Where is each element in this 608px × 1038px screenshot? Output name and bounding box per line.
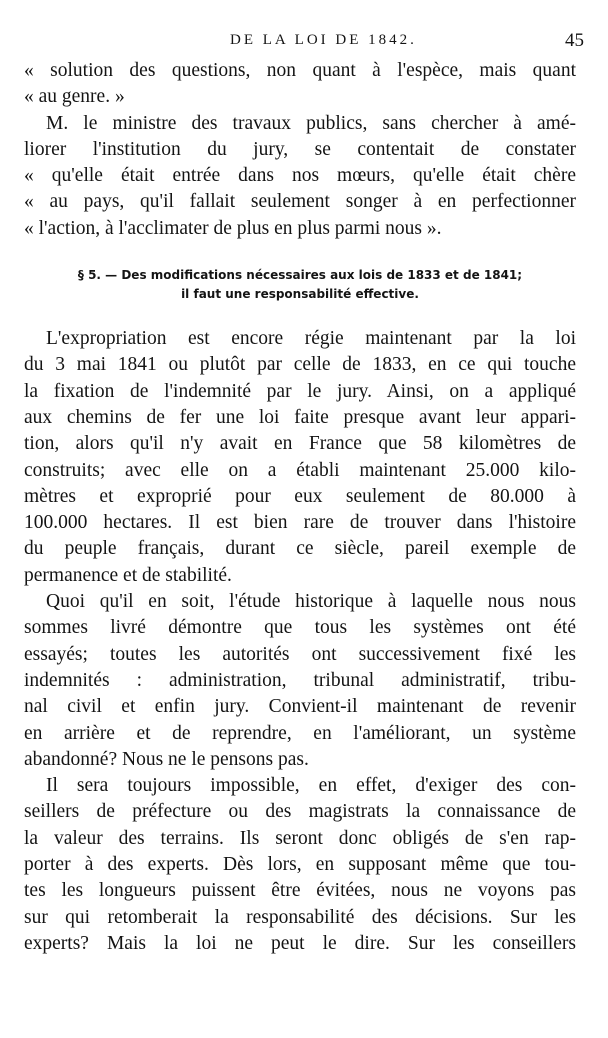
text-line: aux chemins de fer une loi faite presque avant leur appari- [24, 406, 576, 428]
section-heading [24, 266, 576, 304]
text-line: la valeur des terrains. Ils seront donc obligés de s'en rap- [24, 827, 576, 849]
text-line: « au genre. » [24, 86, 125, 108]
text-line: « solution des questions, non quant à l'espèce, mais quant [24, 60, 576, 81]
text-line: seillers de préfecture ou des magistrats la connaissance de [24, 801, 576, 823]
text-line: 100.000 hectares. Il est bien rare de trouver dans l'histoire [24, 512, 576, 534]
text-line: indemnités : administration, tribunal administratif, tribu- [24, 669, 576, 691]
text-line: permanence et de stabilité. [24, 564, 232, 586]
paragraph-expropriation [24, 326, 576, 589]
text-line: nal civil et enfin jury. Convient-il maintenant de revenir [24, 696, 576, 718]
page-header [24, 30, 584, 54]
text-line: « l'action, à l'acclimater de plus en plus parmi nous ». [24, 217, 442, 239]
text-line: porter à des experts. Dès lors, en supposant même que tou- [24, 854, 576, 876]
text-line: en arrière et de reprendre, en l'améliorant, un système [24, 722, 576, 744]
text-line: sur qui retomberait la responsabilité des décisions. Sur les [24, 906, 576, 928]
text-line: L'expropriation est encore régie maintenant par la loi [46, 328, 576, 350]
text-line: tion, alors qu'il n'y avait en France que 58 kilomètres de [24, 433, 576, 455]
text-line: abandonné? Nous ne le pensons pas. [24, 748, 309, 770]
text-line: « au pays, qu'il fallait seulement songer à en perfectionner [24, 191, 576, 213]
text-line: experts? Mais la loi ne peut le dire. Sur les conseillers [24, 932, 576, 954]
text-line: sommes livré démontre que tous les systèmes ont été [24, 617, 576, 639]
text-line: essayés; toutes les autorités ont successivement fixé les [24, 643, 576, 665]
page-number: 45 [565, 30, 584, 51]
text-line: mètres et exproprié pour eux seulement de 80.000 à [24, 485, 576, 507]
text-line: la fixation de l'indemnité par le jury. Ainsi, on a appliqué [24, 380, 576, 402]
text-line: du 3 mai 1841 ou plutôt par celle de 1833, en ce qui touche [24, 354, 576, 376]
section-heading-line-1: § 5. — Des modifications nécessaires aux lois de 1833 et de 1841; [77, 268, 523, 283]
text-line: Il sera toujours impossible, en effet, d'exiger des con- [46, 775, 576, 797]
text-line: tes les longueurs puissent être évitées, nous ne voyons pas [24, 880, 576, 902]
paragraph-experts [24, 773, 576, 957]
paragraph-minister [24, 111, 576, 242]
text-line: « qu'elle était entrée dans nos mœurs, qu'elle était chère [24, 165, 576, 187]
paragraph-quote-end [24, 58, 576, 111]
text-line: Quoi qu'il en soit, l'étude historique à laquelle nous nous [46, 591, 576, 613]
section-heading-line-2: il faut une responsabilité effective. [181, 287, 419, 302]
paragraph-historical-study [24, 589, 576, 773]
text-line: construits; avec elle on a établi maintenant 25.000 kilo- [24, 459, 576, 481]
text-line: liorer l'institution du jury, se contentait de constater [24, 138, 576, 160]
running-head: DE LA LOI DE 1842. [230, 32, 417, 48]
page-body [24, 58, 576, 957]
text-line: M. le ministre des travaux publics, sans chercher à amé- [46, 112, 576, 134]
text-line: du peuple français, durant ce siècle, pareil exemple de [24, 538, 576, 560]
